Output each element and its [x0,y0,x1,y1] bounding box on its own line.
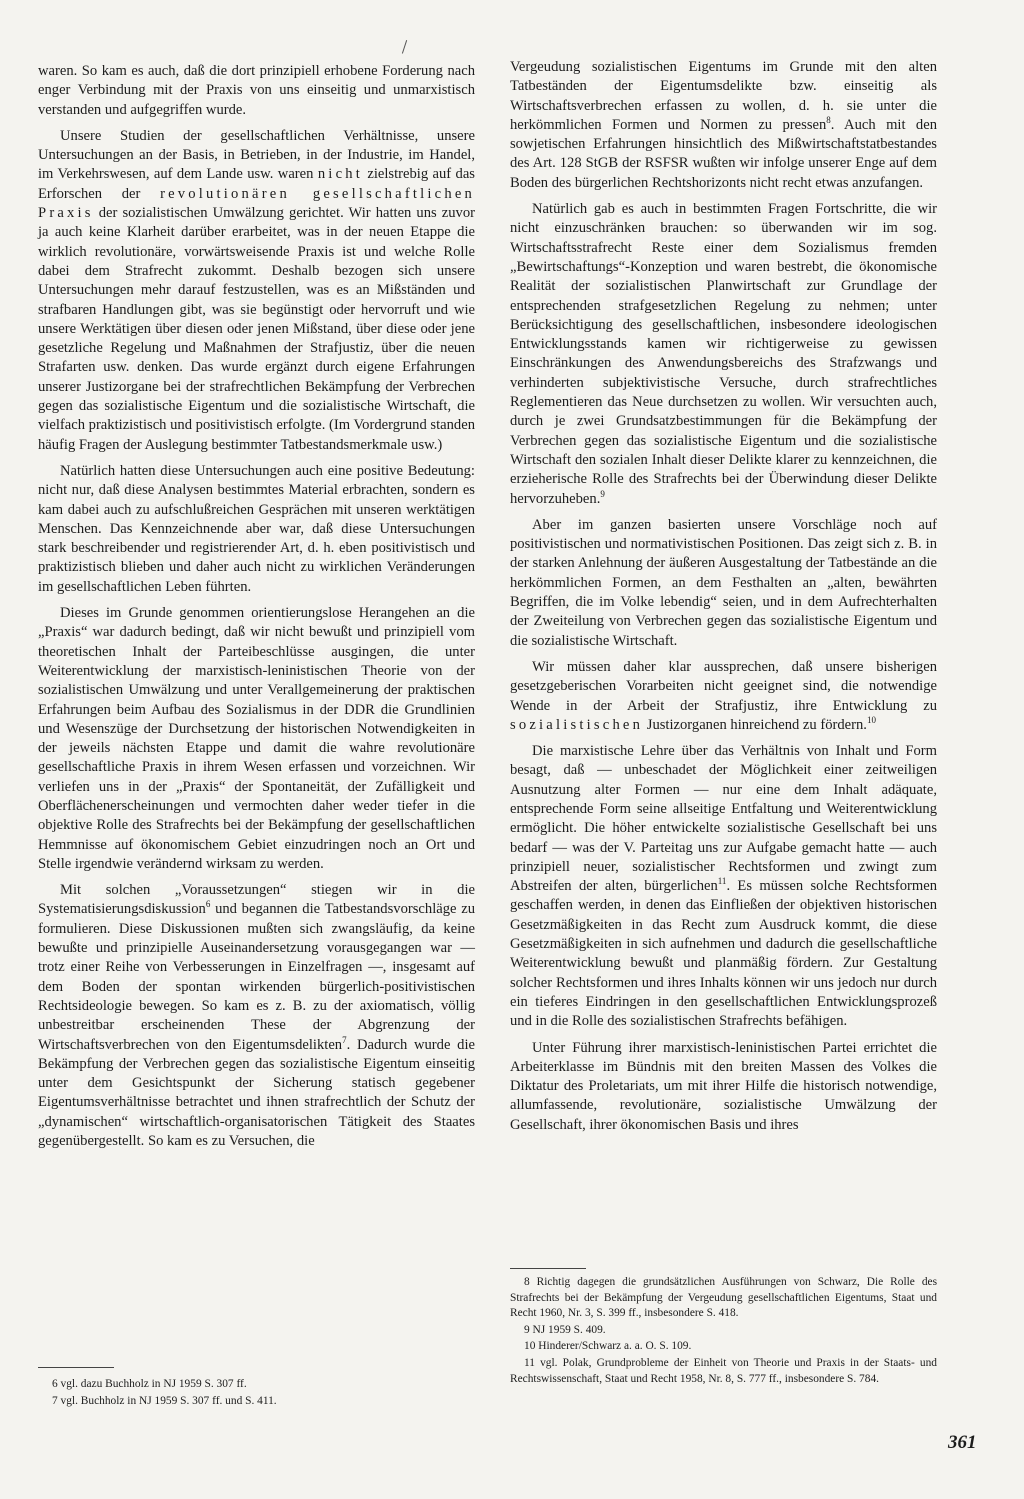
footnote-rule-right [510,1268,586,1269]
footnote-ref: 10 [866,714,876,725]
paragraph: Wir müssen daher klar aussprechen, daß unsere bisherigen gesetzgeberischen Vorarbeiten nicht geeignet sind, die notwendige Wende in der Arbeit der Strafjustiz, ihre Entwicklung zu sozialistischen Justizorganen hinreichend zu fördern.$^{10}$ [510,658,937,733]
paragraph: Natürlich gab es auch in bestimmten Fragen Fortschritte, die wir nicht einzuschränken brauchen: so überwanden wir im sog. Wirtschaftsstrafrecht Reste einer dem Sozialismus fremden „Bewirtschaftungs“-Konzeption und waren bestrebt, die ökonomische Realität der sozialistischen Planwirtschaft zur Grundlage der entsprechenden strafgesetzlichen Regelung zu nehmen; unter Berücksichtigung des gesellschaftlichen, insbesondere ideologischen Entwicklungsstands kamen wir richtigerweise zu gewissen Einschränkungen des Anwendungsbereichs des Strafzwangs und verhinderten subjektivistische Versuche, durch strafrechtliches Reglementieren das Neue durchsetzen zu wollen. Wir versuchten auch, durch je zwei Grundsatzbestimmungen für die Bekämpfung der Verbrechen gegen das sozialistische Eigentum und die sozialistische Wirtschaft den sozialen Inhalt dieser Delikte klarer zu kennzeichnen, die erzieherische Rolle des Strafrechts bei der Überwindung dieser Delikte hervorzuheben.$^9$ [510,201,937,507]
footnote: 6 vgl. dazu Buchholz in NJ 1959 S. 307 ff. [52,1378,247,1390]
pen-mark [402,40,408,54]
footnote: 9 NJ 1959 S. 409. [524,1323,606,1336]
paragraph: waren. So kam es auch, daß die dort prinzipiell erhobene Forderung nach enger Verbindung mit der Praxis von uns einseitig und unmarxistisch verstanden und aufgegriffen wurde. [38,63,475,118]
footnotes-right [510,1275,937,1388]
footnote-ref: 6 [205,899,211,910]
footnote-ref: 7 [342,1034,347,1045]
page-number: 361 [948,1432,977,1453]
footnotes-left [38,1376,475,1410]
paragraph: Unsere Studien der gesellschaftlichen Verhältnisse, unsere Untersuchungen an der Basis, in Betrieben, in der Industrie, im Handel, im Verkehrswesen, auf dem Lande usw. waren nicht zielstrebig auf das Erforschen der revolutionären gesellschaftlichen Praxis der sozialistischen Umwälzung gerichtet. Wir hatten uns zuvor ja auch keine Klarheit darüber erarbeitet, was in der neuen Etappe die wirklich revolutionäre, vorwärtsweisende Praxis ist und welche Rolle dabei dem Strafrecht zukommt. Deshalb bezogen sich unsere Untersuchungen mehr darauf festzustellen, was es an Mißständen und strafbaren Handlungen gibt, was sie begünstigt oder hervorruft und wie unsere Werktätigen über diesen oder jenen Mißstand, über diese oder jene gesetzliche Regelung und Maßnahmen der Strafjustiz, über die neuen Strafarten usw. denken. Das wurde ergänzt durch eigene Erfahrungen unserer Justizorgane bei der strafrechtlichen Bekämpfung der Verbrechen gegen das sozialistische Eigentum und die sozialistische Wirtschaft, die vielfach praktizistisch und positivistisch erfolgte. (Im Vordergrund standen häufig Fragen der Auslegung bestimmter Tatbestandsmerkmale usw.) [38,127,476,453]
paragraph: Dieses im Grunde genommen orientierungslose Herangehen an die „Praxis“ war dadurch bedingt, daß wir nicht bewußt und prinzipiell vom theoretischen Inhalt der Parteibeschlüsse ausgingen, die unter Weiterentwicklung der marxistisch-leninistischen Theorie von der sozialistischen Umwälzung und unter Verallgemeinerung der praktischen Erfahrungen beim Aufbau des Sozialismus in der DDR die Grundlinien und Wesenszüge der Durchsetzung der historischen Notwendigkeiten in der jeweils nächsten Etappe und damit die wahre revolutionäre gesellschaftliche Praxis in ihrem Wesen erfassen und vorzeichnen. Wir verliefen uns in der „Praxis“ der Spontaneität, der Zufälligkeit und Oberflächenerscheinungen und vermochten daher weder tiefer in die objektive Rolle des Strafrechts bei der Bekämpfung der gesellschaftlichen Hemmnisse auf ökonomischem Gebiet einzudringen noch an Ort und Stelle irgendwie verändernd wirksam zu werden. [38,605,475,872]
paragraph: Aber im ganzen basierten unsere Vorschläge noch auf positivistischen und normativistischen Positionen. Das zeigt sich z. B. in der starken Anlehnung der äußeren Ausgestaltung der Tatbestände an die herkömmlichen Formen, an dem Festhalten an „alten, bewährten Begriffen, die im Volke lebendig“ seien, und in dem Aufrechterhalten der Zweiteilung von Verbrechen gegen das sozialistische Eigentum und die sozialistische Wirtschaft. [510,516,937,649]
right-column [510,58,937,1142]
footnote: 8 Richtig dagegen die grundsätzlichen Ausführungen von Schwarz, Die Rolle des Strafrechts bei der Bekämpfung der Vergeudung gesellschaftlichen Eigentums, Staat und Recht 1960, Nr. 3, S. 399 ff., insbesondere S. 418. [510,1276,937,1320]
paragraph: Mit solchen „Voraussetzungen“ stiegen wir in die Systematisierungsdiskussion$^6$ und begannen die Tatbestandsvorschläge zu formulieren. Diese Diskussionen mußten sich zwangsläufig, da keine bewußte und prinzipielle Auseinandersetzung vorausgegangen war — trotz einer Reihe von Verbesserungen in Einzelfragen —, insgesamt auf dem Boden der spontan wirkenden bürgerlich-positivistischen Rechtsideologie bewegen. So kam es z. B. zu der axiomatisch, völlig unbestreitbar erscheinenden These der Abgrenzung der Wirtschaftsverbrechen von den Eigentumsdelikten$^7$. Dadurch wurde die Bekämpfung der Verbrechen gegen das sozialistische Eigentum einseitig unter dem Gesichtspunkt der Sicherung statisch gegebener Eigentumsverhältnisse betrachtet und ihnen strafrechtlich der Schutz der „dynamischen“ wirtschaftlich-organisatorischen Tätigkeit des Staates gegenübergestellt. So kam es zu Versuchen, die [38,882,476,1150]
paragraph: Vergeudung sozialistischen Eigentums im Grunde mit den alten Tatbeständen der Eigentumsdelikte bzw. einseitig als Wirtschaftsverbrechen erfassen zu wollen, d. h. sie unter die herkömmlichen Formen und Normen zu pressen$^8$. Auch mit den sowjetischen Erfahrungen hinsichtlich des Mißwirtschaftstatbestandes des Art. 128 StGB der RSFSR wußten wir infolge unserer Enge auf dem Boden des bürgerlichen Rechtshorizonts nicht recht etwas anzufangen. [510,59,938,191]
footnote-rule-left [38,1367,114,1368]
paragraph: Unter Führung ihrer marxistisch-leninistischen Partei errichtet die Arbeiterklasse im Bündnis mit den breiten Massen des Volkes die Diktatur des Proletariats, um mit ihrer Hilfe die historisch notwendige, allumfassende, revolutionäre, sozialistische Umwälzung der Gesellschaft, ihrer ökonomischen Basis und ihres [510,1039,937,1133]
left-column [38,62,475,1158]
footnote-ref: 9 [600,488,605,499]
footnote: 7 vgl. Buchholz in NJ 1959 S. 307 ff. und S. 411. [52,1395,277,1407]
footnote: 11 vgl. Polak, Grundprobleme der Einheit von Theorie und Praxis in der Staats- und Rechtswissenschaft, Staat und Recht 1958, Nr. 8, S. 777 ff., insbesondere S. 784. [510,1356,937,1385]
footnote: 10 Hinderer/Schwarz a. a. O. S. 109. [524,1340,692,1353]
paragraph: Natürlich hatten diese Untersuchungen auch eine positive Bedeutung: nicht nur, daß diese Analysen bestimmtes Material erbrachten, sondern es kam dabei auch zu aufschlußreichen Gesprächen mit unseren werktätigen Menschen. Das Kennzeichnende aber war, daß diese Untersuchungen stark beschreibender und registrierender Art, d. h. eben positivistisch und praktizistisch blieben und daher auch nicht zu wirklichen Veränderungen im gesellschaftlichen Leben führten. [38,462,475,595]
footnote-ref: 11 [717,876,727,887]
paragraph: Die marxistische Lehre über das Verhältnis von Inhalt und Form besagt, daß — unbeschadet der Möglichkeit einer zeitweiligen Ausnutzung alter Formen — nur eine dem Inhalt adäquate, entsprechende Form seine allseitige Entfaltung und Weiterentwicklung ermöglicht. Die höher entwickelte sozialistische Gesellschaft bei uns bedarf — was der V. Parteitag uns zur Aufgabe gemacht hatte — auch prinzipiell neuer, sozialistischer Rechtsformen und zwingt zum Abstreifen der alten, bürgerlichen$^{11}$. Es müssen solche Rechtsformen geschaffen werden, in denen das Einfließen der objektiven historischen Gesetzmäßigkeiten in das Recht zum Ausdruck kommt, die diese Gesetzmäßigkeiten in sich aufnehmen und dadurch die gesellschaftliche Weiterentwicklung bewußt und planmäßig fördern. Zur Gestaltung solcher Rechtsformen und ihres Inhalts können wir uns jedoch nur durch ein tieferes Eindringen in den gesellschaftlichen Entwicklungsprozeß und in die Rolle des sozialistischen Strafrechts befähigen. [510,743,937,1030]
footnote-ref: 8 [826,115,831,126]
